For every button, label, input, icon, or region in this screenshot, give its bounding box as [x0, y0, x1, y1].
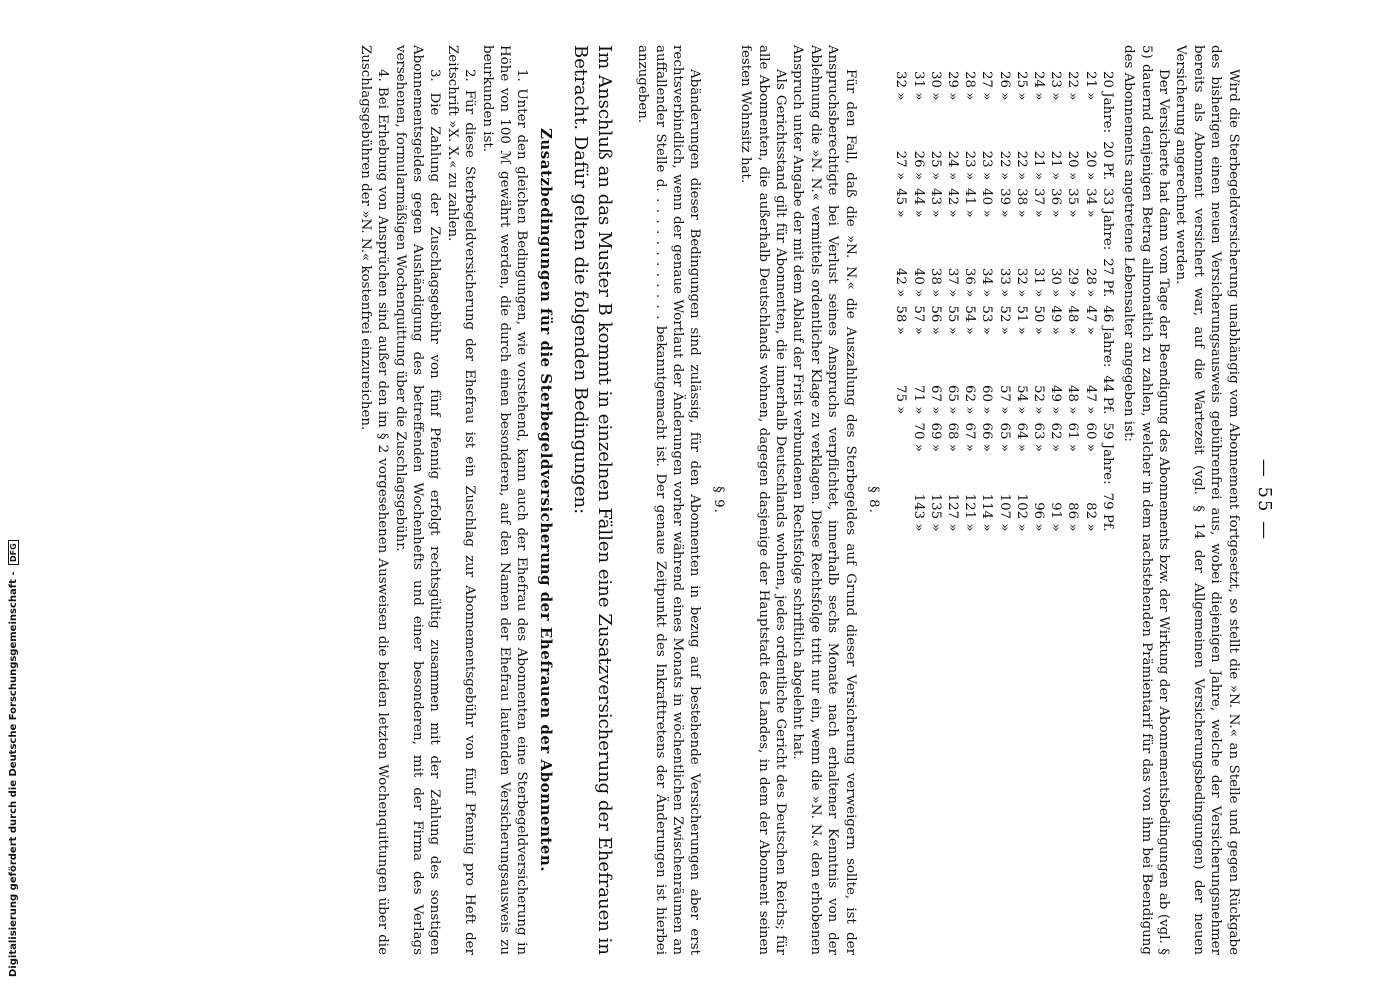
tariff-age-cell: 62 » — [1048, 422, 1064, 452]
footer-text: Digitalisierung gefördert durch die Deutsche Forschungsgemeinschaft - — [8, 571, 19, 977]
tariff-premium-cell: 96 » — [1030, 502, 1046, 532]
section-9-paragraph: Abänderungen dieser Bedingungen sind zulässig, für den Abonnenten in bezug auf bestehende Versicherungen aber erst rechtsverbindlich, wenn der genaue Wortlaut der Änderungen vorher während eines Monats in wöchentlichen Zwischenräumen an auffallender Stelle d. . . . . . . . . . . . . bekanntgemacht ist. Der genaue Zeitpunkt des Inkrafttretens der Änderungen ist hierbei anzugeben. — [635, 45, 703, 955]
tariff-premium-cell: 65 » — [944, 384, 960, 415]
tariff-row — [1030, 67, 1047, 536]
tariff-premium-cell: 82 » — [1082, 502, 1098, 532]
tariff-row — [1099, 67, 1116, 536]
tariff-age-cell: 57 » — [910, 305, 926, 335]
tariff-age-cell: 32 » — [893, 71, 909, 101]
tariff-row — [1013, 67, 1030, 536]
tariff-row — [995, 67, 1012, 536]
tariff-row — [1081, 67, 1098, 536]
tariff-age-cell: 66 » — [979, 422, 995, 452]
tariff-premium-cell: 23 » — [962, 150, 978, 181]
tariff-age-cell: 45 » — [893, 188, 909, 218]
tariff-age-cell: 41 » — [962, 188, 978, 218]
tariff-age-cell: 27 » — [979, 71, 995, 101]
tariff-premium-cell: 102 » — [1013, 493, 1029, 532]
tariff-age-cell: 34 » — [1082, 188, 1098, 218]
tariff-age-cell: 63 » — [1030, 422, 1046, 452]
tariff-row — [944, 67, 961, 536]
tariff-age-cell: 65 » — [996, 422, 1012, 452]
tariff-premium-cell: 44 Pf. — [1099, 375, 1115, 415]
tariff-premium-cell: 62 » — [962, 384, 978, 415]
tariff-premium-cell: 33 » — [996, 267, 1012, 298]
tariff-premium-cell: 22 » — [996, 150, 1012, 181]
tariff-premium-cell — [892, 489, 909, 536]
tariff-premium-cell: 54 » — [1013, 384, 1029, 415]
tariff-age-cell: 21 » — [1082, 71, 1098, 101]
tariff-age-cell: 30 » — [927, 71, 943, 101]
tariff-age-cell: 59 Jahre: — [1099, 422, 1115, 485]
tariff-age-cell: 51 » — [1013, 305, 1029, 335]
supplementary-insurance-intro: Im Anschluß an das Muster B kommt in einzelnen Fällen eine Zusatzversicherung der Ehefrauen in Betracht. Dafür gelten die folgenden Bedingungen: — [569, 45, 615, 955]
tariff-premium-cell: 25 » — [927, 150, 943, 181]
tariff-row — [1047, 67, 1064, 536]
tariff-age-cell: 36 » — [1048, 188, 1064, 218]
tariff-premium-cell: 20 » — [1082, 150, 1098, 181]
tariff-premium-cell: 20 Pf. — [1099, 141, 1115, 181]
paragraph-continuation: Wird die Sterbegeldversicherung unabhängig vom Abonnement fortgesetzt, so stellt die »N. N.« an Stelle und gegen Rückgabe des bisherigen einen neuen Versicherungsausweis gebührenfrei aus, wobei diejenigen Jahre, welche der Versicherungsnehmer bereits als Abonnent versichert war, auf die Wartezeit (vgl. § 14 der Allgemeinen Versicherungsbedingungen) der neuen Versicherung angerechnet werden. — [1173, 45, 1241, 955]
tariff-premium-cell: 57 » — [996, 384, 1012, 415]
document-page — [101, 10, 1281, 990]
tariff-premium-cell: 20 » — [1065, 150, 1081, 181]
tariff-age-cell: 68 » — [944, 422, 960, 452]
tariff-age-cell: 47 » — [1082, 305, 1098, 335]
supplementary-condition-item: 2. Für diese Sterbegeldversicherung der Ehefrau ist ein Zuschlag zur Abonnementsgebühr von fünf Pfennig pro Heft der Zeitschrift »X. X.« zu zahlen. — [444, 45, 478, 955]
tariff-age-cell: 48 » — [1065, 305, 1081, 335]
tariff-age-cell: 64 » — [1013, 422, 1029, 452]
tariff-row — [1064, 67, 1081, 536]
tariff-age-cell: 22 » — [1065, 71, 1081, 101]
tariff-age-cell: 46 Jahre: — [1099, 305, 1115, 368]
tariff-premium-cell: 22 » — [1013, 150, 1029, 181]
supplementary-condition-item: 4. Bei Erhebung von Ansprüchen sind außer den im § 2 vorgesehenen Ausweisen die beiden letzten Wochenquittungen über die Zuschlagsgebühren der »N. N.« kostenfrei einzureichen. — [357, 45, 391, 955]
tariff-premium-cell: 127 » — [944, 493, 960, 532]
tariff-premium-cell: 36 » — [962, 267, 978, 298]
tariff-premium-cell: 34 » — [979, 267, 995, 298]
paragraph-premium-intro: Der Versicherte hat dann vom Tage der Beendigung des Abonnements bzw. der Wirkung der Abonnementsbedingungen ab (vgl. § 5) dauernd denjenigen Betrag allmonatlich zu zahlen, welcher in dem nachstehenden Prämientarif für das von ihm bei Beendigung des Abonnements angetretene Lebensalter angegeben ist: — [1121, 45, 1171, 955]
tariff-age-cell: 31 » — [910, 71, 926, 101]
tariff-premium-cell: 30 » — [1048, 267, 1064, 298]
tariff-age-cell: 25 » — [1013, 71, 1029, 101]
page-number: — 55 — — [1254, 458, 1275, 542]
tariff-premium-cell: 121 » — [962, 493, 978, 532]
tariff-age-cell — [892, 418, 909, 488]
tariff-age-cell: 20 Jahre: — [1099, 71, 1115, 134]
supplementary-condition-item: 3. Die Zahlung der Zuschlagsgebühr von fünf Pfennig erfolgt rechtsgültig zusammen mit der Zahlung des sonstigen Abonnementsgeldes gegen Aushändigung des betreffenden Wochenhefts und einer besonderen, mit der Firma des Verlags versehenen, formularmäßigen Wochenquittung über die Zuschlagsgebühr. — [392, 45, 443, 955]
tariff-premium-cell: 60 » — [979, 384, 995, 415]
tariff-age-cell: 49 » — [1048, 305, 1064, 335]
tariff-premium-cell: 28 » — [1082, 267, 1098, 298]
tariff-premium-cell: 71 » — [910, 384, 926, 415]
tariff-age-cell: 60 » — [1082, 422, 1098, 452]
tariff-premium-cell: 114 » — [979, 493, 995, 532]
tariff-age-cell: 23 » — [1048, 71, 1064, 101]
tariff-age-cell: 69 » — [927, 422, 943, 452]
section-8-paragraph: Für den Fall, daß die »N. N.« die Auszahlung des Sterbegeldes auf Grund dieser Versicherung verweigern sollte, ist der Anspruchsberechtigte bei Verlust seines Anspruchs verpflichtet, innerhalb sechs Monate nach erhaltener Kenntnis von der Ablehnung die »N. N.« vermittels ordentlicher Klage zu verklagen. Diese Rechtsfolge tritt nur ein, wenn die »N. N.« den erhobenen Anspruch unter Angabe der mit dem Ablauf der Frist verbundenen Rechtsfolge schriftlich abgelehnt hat. — [790, 45, 858, 955]
tariff-age-cell: 67 » — [962, 422, 978, 452]
tariff-premium-cell: 27 Pf. — [1099, 258, 1115, 298]
tariff-age-cell: 29 » — [944, 71, 960, 101]
tariff-age-cell: 55 » — [944, 305, 960, 335]
tariff-premium-cell: 24 » — [944, 150, 960, 181]
tariff-age-cell: 50 » — [1030, 305, 1046, 335]
tariff-age-cell: 40 » — [979, 188, 995, 218]
tariff-age-cell: 52 » — [996, 305, 1012, 335]
tariff-age-cell: 70 » — [910, 422, 926, 452]
tariff-premium-cell: 29 » — [1065, 267, 1081, 298]
tariff-age-cell: 38 » — [1013, 188, 1029, 218]
tariff-age-cell: 43 » — [927, 188, 943, 218]
section-8-title: § 8. — [866, 486, 882, 514]
tariff-age-cell: 53 » — [979, 305, 995, 335]
tariff-premium-cell: 32 » — [1013, 267, 1029, 298]
tariff-age-cell: 28 » — [962, 71, 978, 101]
tariff-row — [892, 67, 909, 536]
tariff-premium-cell: 48 » — [1065, 384, 1081, 415]
tariff-premium-cell: 21 » — [1048, 150, 1064, 181]
tariff-age-cell: 26 » — [996, 71, 1012, 101]
tariff-premium-cell: 38 » — [927, 267, 943, 298]
supplementary-conditions-heading: Zusatzbedingungen für die Sterbegeldversicherung der Ehefrauen der Abonnenten. — [536, 127, 555, 873]
tariff-premium-cell: 79 Pf. — [1099, 492, 1115, 532]
tariff-premium-cell: 47 » — [1082, 384, 1098, 415]
tariff-age-cell: 54 » — [962, 305, 978, 335]
tariff-premium-cell: 107 » — [996, 493, 1012, 532]
tariff-age-cell: 56 » — [927, 305, 943, 335]
tariff-row — [978, 67, 995, 536]
section-9-title: § 9. — [710, 486, 726, 514]
supplementary-condition-item: 1. Unter den gleichen Bedingungen, wie vorstehend, kann auch der Ehefrau des Abonnenten eine Sterbegeldversicherung in Höhe von 100 ℳ gewährt werden, die durch einen besonderen, auf den Namen der Ehefrau lautenden Versicherungsausweis zu beurkunden ist. — [479, 45, 530, 955]
tariff-premium-cell: 135 » — [927, 493, 943, 532]
tariff-premium-cell: 31 » — [1030, 267, 1046, 298]
tariff-premium-cell: 91 » — [1048, 502, 1064, 532]
tariff-row — [909, 67, 926, 536]
tariff-premium-cell: 67 » — [927, 384, 943, 415]
tariff-age-cell: 39 » — [996, 188, 1012, 218]
tariff-age-cell: 42 » — [944, 188, 960, 218]
tariff-premium-cell: 75 » — [893, 384, 909, 415]
premium-tariff-table — [892, 67, 1116, 536]
tariff-row — [961, 67, 978, 536]
tariff-age-cell: 61 » — [1065, 422, 1081, 452]
tariff-age-cell: 37 » — [1030, 188, 1046, 218]
tariff-age-cell: 44 » — [910, 188, 926, 218]
tariff-premium-cell: 86 » — [1065, 502, 1081, 532]
dfg-logo-icon: DFG — [8, 540, 19, 565]
tariff-age-cell: 58 » — [893, 305, 909, 335]
tariff-age-cell: 33 Jahre: — [1099, 188, 1115, 251]
tariff-premium-cell: 42 » — [893, 267, 909, 298]
tariff-premium-cell: 27 » — [893, 150, 909, 181]
tariff-age-cell: 35 » — [1065, 188, 1081, 218]
tariff-premium-cell: 23 » — [979, 150, 995, 181]
tariff-row — [927, 67, 944, 536]
tariff-age-cell: 24 » — [1030, 71, 1046, 101]
tariff-premium-cell: 40 » — [910, 267, 926, 298]
tariff-premium-cell: 37 » — [944, 267, 960, 298]
section-8-paragraph: Als Gerichtsstand gilt für Abonnenten, die innerhalb Deutschlands wohnen, jedes ordentliche Gericht des Deutschen Reichs; für alle Abonnenten, die außerhalb Deutschlands wohnen, dagegen dasjenige der Hauptstadt des Landes, in dem der Abonnent seinen festen Wohnsitz hat. — [738, 45, 789, 955]
tariff-premium-cell: 52 » — [1030, 384, 1046, 415]
tariff-premium-cell: 21 » — [1030, 150, 1046, 181]
tariff-premium-cell: 26 » — [910, 150, 926, 181]
tariff-premium-cell: 49 » — [1048, 384, 1064, 415]
tariff-premium-cell: 143 » — [910, 493, 926, 532]
